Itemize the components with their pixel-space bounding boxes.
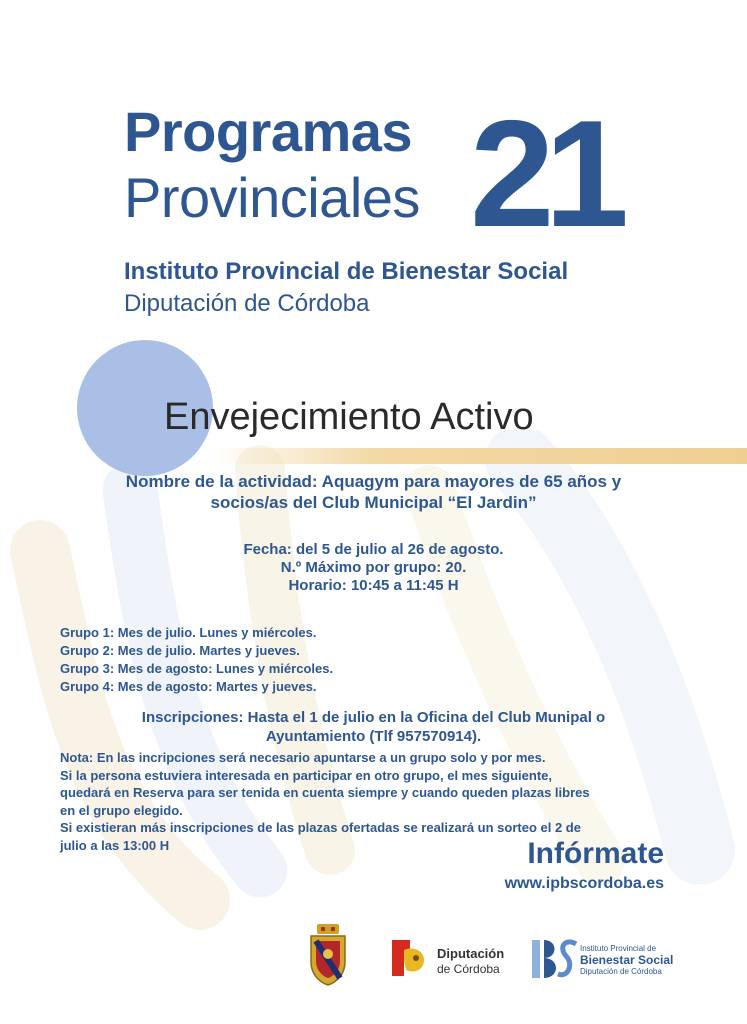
inscripciones-line-2: Ayuntamiento (Tlf 957570914). — [265, 728, 482, 745]
groups-list — [60, 624, 660, 696]
diputacion-name: Diputación de Córdoba — [124, 290, 370, 317]
activity-details — [40, 541, 707, 595]
institute-name: Instituto Provincial de Bienestar Social — [124, 258, 569, 285]
ibs-logo-line-1: Instituto Provincial de — [580, 944, 657, 953]
note-line: Si la persona estuviera interesada en participar en otro grupo, el mes siguiente, — [60, 767, 552, 783]
detail-horario: Horario: 10:45 a 11:45 H — [288, 577, 459, 594]
detail-fecha: Fecha: del 5 de julio al 26 de agosto. — [243, 541, 504, 558]
note-line: quedará en Reserva para ser tenida en cuenta siempre y cuando queden plazas libres — [60, 785, 590, 800]
group-item: Grupo 4: Mes de agosto: Martes y jueves. — [60, 679, 317, 694]
municipal-crest-logo — [307, 924, 349, 986]
header-programas: Programas — [124, 100, 413, 163]
group-item: Grupo 3: Mes de agosto: Lunes y miércoles. — [60, 661, 334, 676]
note-line: Si existieran más inscripciones de las plazas ofertadas se realizará un sorteo el 2 de — [60, 820, 581, 835]
website-link[interactable]: www.ipbscordoba.es — [504, 875, 664, 892]
group-item: Grupo 2: Mes de julio. Martes y jueves. — [60, 643, 300, 658]
gold-band-divider — [212, 448, 747, 464]
activity-name — [40, 471, 707, 513]
note-line: en el grupo elegido. — [60, 802, 183, 818]
header-provinciales: Provinciales — [124, 166, 420, 229]
group-item: Grupo 1: Mes de julio. Lunes y miércoles. — [60, 625, 317, 640]
diputacion-logo — [390, 938, 530, 980]
inscripciones-line-1: Inscripciones: Hasta el 1 de julio en la Oficina del Club Munipal o — [141, 709, 606, 726]
diputacion-logo-line-2: de Córdoba — [437, 962, 500, 976]
ibs-logo-line-2: Bienestar Social — [580, 953, 674, 967]
activity-line-1: Nombre de la actividad: Aquagym para mayores de 65 años y — [125, 472, 622, 491]
ibs-logo — [532, 938, 672, 982]
header-number: 21 — [470, 89, 620, 259]
informate-heading: Infórmate — [527, 837, 664, 870]
inscripciones — [40, 708, 707, 746]
ibs-logo-line-3: Diputación de Córdoba — [580, 967, 662, 976]
program-header — [124, 89, 644, 259]
note-line: Nota: En las incripciones será necesario apuntarse a un grupo solo y por mes. — [60, 750, 546, 765]
diputacion-logo-line-1: Diputación — [437, 946, 505, 961]
ibs-mark-icon — [532, 938, 578, 980]
note-line: julio a las 13:00 H — [60, 837, 170, 853]
detail-maximo: N.º Máximo por grupo: 20. — [280, 559, 467, 576]
diputacion-mark-icon — [390, 938, 428, 978]
activity-line-2: socios/as del Club Municipal “El Jardin” — [210, 493, 537, 512]
section-title: Envejecimiento Activo — [164, 396, 534, 438]
